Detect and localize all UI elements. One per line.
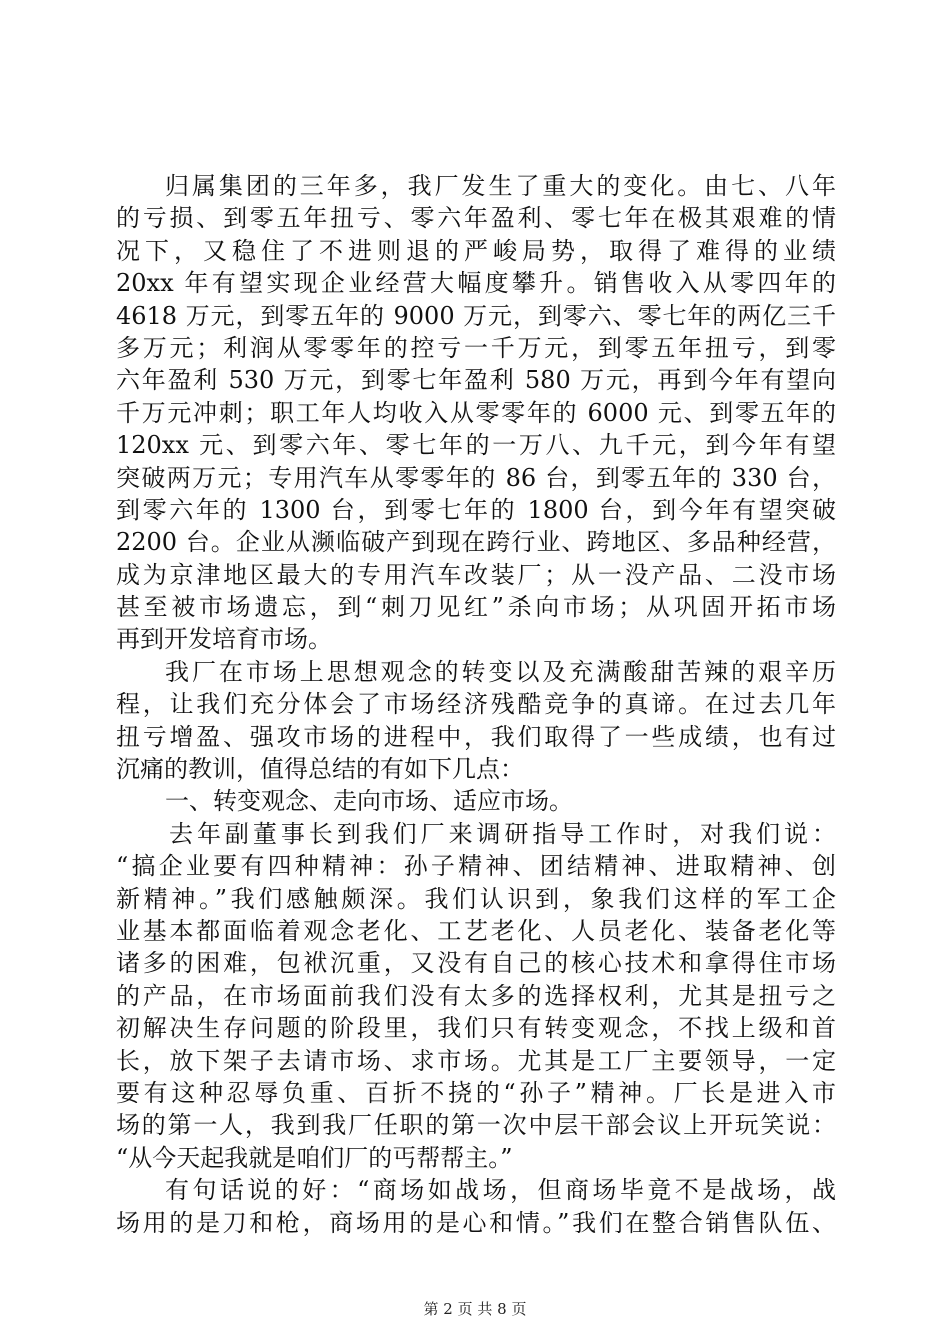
text-line: 六年盈利 530 万元，到零七年盈利 580 万元，再到今年有望向 <box>116 366 836 395</box>
text-line: 要有这种忍辱负重、百折不挠的“孙子”精神。厂长是进入市 <box>116 1078 836 1107</box>
page-footer: 第 2 页 共 8 页 <box>423 1300 527 1318</box>
text-line: 到零六年的 1300 台，到零七年的 1800 台，到今年有望突破 <box>116 495 836 524</box>
text-line: 2200 台。企业从濒临破产到现在跨行业、跨地区、多品种经营， <box>116 528 836 557</box>
text-line: 长，放下架子去请市场、求市场。尤其是工厂主要领导，一定 <box>116 1046 836 1075</box>
text-line: 的亏损、到零五年扭亏、零六年盈利、零七年在极其艰难的情 <box>116 204 836 233</box>
text-line: 去年副董事长到我们厂来调研指导工作时，对我们说： <box>169 819 836 848</box>
text-line: 扭亏增盈、强攻市场的进程中，我们取得了一些成绩，也有过 <box>116 722 836 751</box>
text-line: 4618 万元，到零五年的 9000 万元，到零六、零七年的两亿三千 <box>116 301 836 330</box>
text-line: 再到开发培育市场。 <box>116 625 332 654</box>
text-line: 20xx 年有望实现企业经营大幅度攀升。销售收入从零四年的 <box>116 269 836 298</box>
text-line: 新精神。”我们感触颇深。我们认识到，象我们这样的军工企 <box>116 884 836 913</box>
text-line: 突破两万元；专用汽车从零零年的 86 台，到零五年的 330 台， <box>116 463 836 492</box>
text-line: 我厂在市场上思想观念的转变以及充满酸甜苦辣的艰辛历 <box>165 657 836 686</box>
section-heading: 一、转变观念、走向市场、适应市场。 <box>165 787 573 816</box>
text-line: 沉痛的教训，值得总结的有如下几点： <box>116 755 524 784</box>
text-line: 况下，又稳住了不进则退的严峻局势，取得了难得的业绩 <box>116 236 836 265</box>
text-line: “搞企业要有四种精神：孙子精神、团结精神、进取精神、创 <box>116 852 836 881</box>
text-line: 有句话说的好：“商场如战场，但商场毕竟不是战场，战 <box>165 1176 836 1205</box>
text-line: 归属集团的三年多，我厂发生了重大的变化。由七、八年 <box>165 172 836 200</box>
text-line: 初解决生存问题的阶段里，我们只有转变观念，不找上级和首 <box>116 1014 836 1043</box>
text-line: 场的第一人，我到我厂任职的第一次中层干部会议上开玩笑说： <box>116 1111 836 1140</box>
text-line: 业基本都面临着观念老化、工艺老化、人员老化、装备老化等 <box>116 916 836 945</box>
text-line: “从今天起我就是咱们厂的丐帮帮主。” <box>116 1143 513 1172</box>
text-line: 多万元；利润从零零年的控亏一千万元，到零五年扭亏，到零 <box>116 333 836 362</box>
text-line: 甚至被市场遗忘，到“刺刀见红”杀向市场；从巩固开拓市场 <box>116 593 836 622</box>
text-line: 120xx 元、到零六年、零七年的一万八、九千元，到今年有望 <box>116 431 836 460</box>
text-line: 场用的是刀和枪，商场用的是心和情。”我们在整合销售队伍、 <box>116 1208 836 1237</box>
text-line: 成为京津地区最大的专用汽车改装厂；从一没产品、二没市场 <box>116 560 836 589</box>
text-line: 千万元冲刺；职工年人均收入从零零年的 6000 元、到零五年的 <box>116 398 836 427</box>
text-line: 的产品，在市场面前我们没有太多的选择权利，尤其是扭亏之 <box>116 981 836 1010</box>
text-line: 诸多的困难，包袱沉重，又没有自己的核心技术和拿得住市场 <box>116 949 836 978</box>
document-body <box>116 170 836 1239</box>
text-line: 程，让我们充分体会了市场经济残酷竞争的真谛。在过去几年 <box>116 690 836 719</box>
